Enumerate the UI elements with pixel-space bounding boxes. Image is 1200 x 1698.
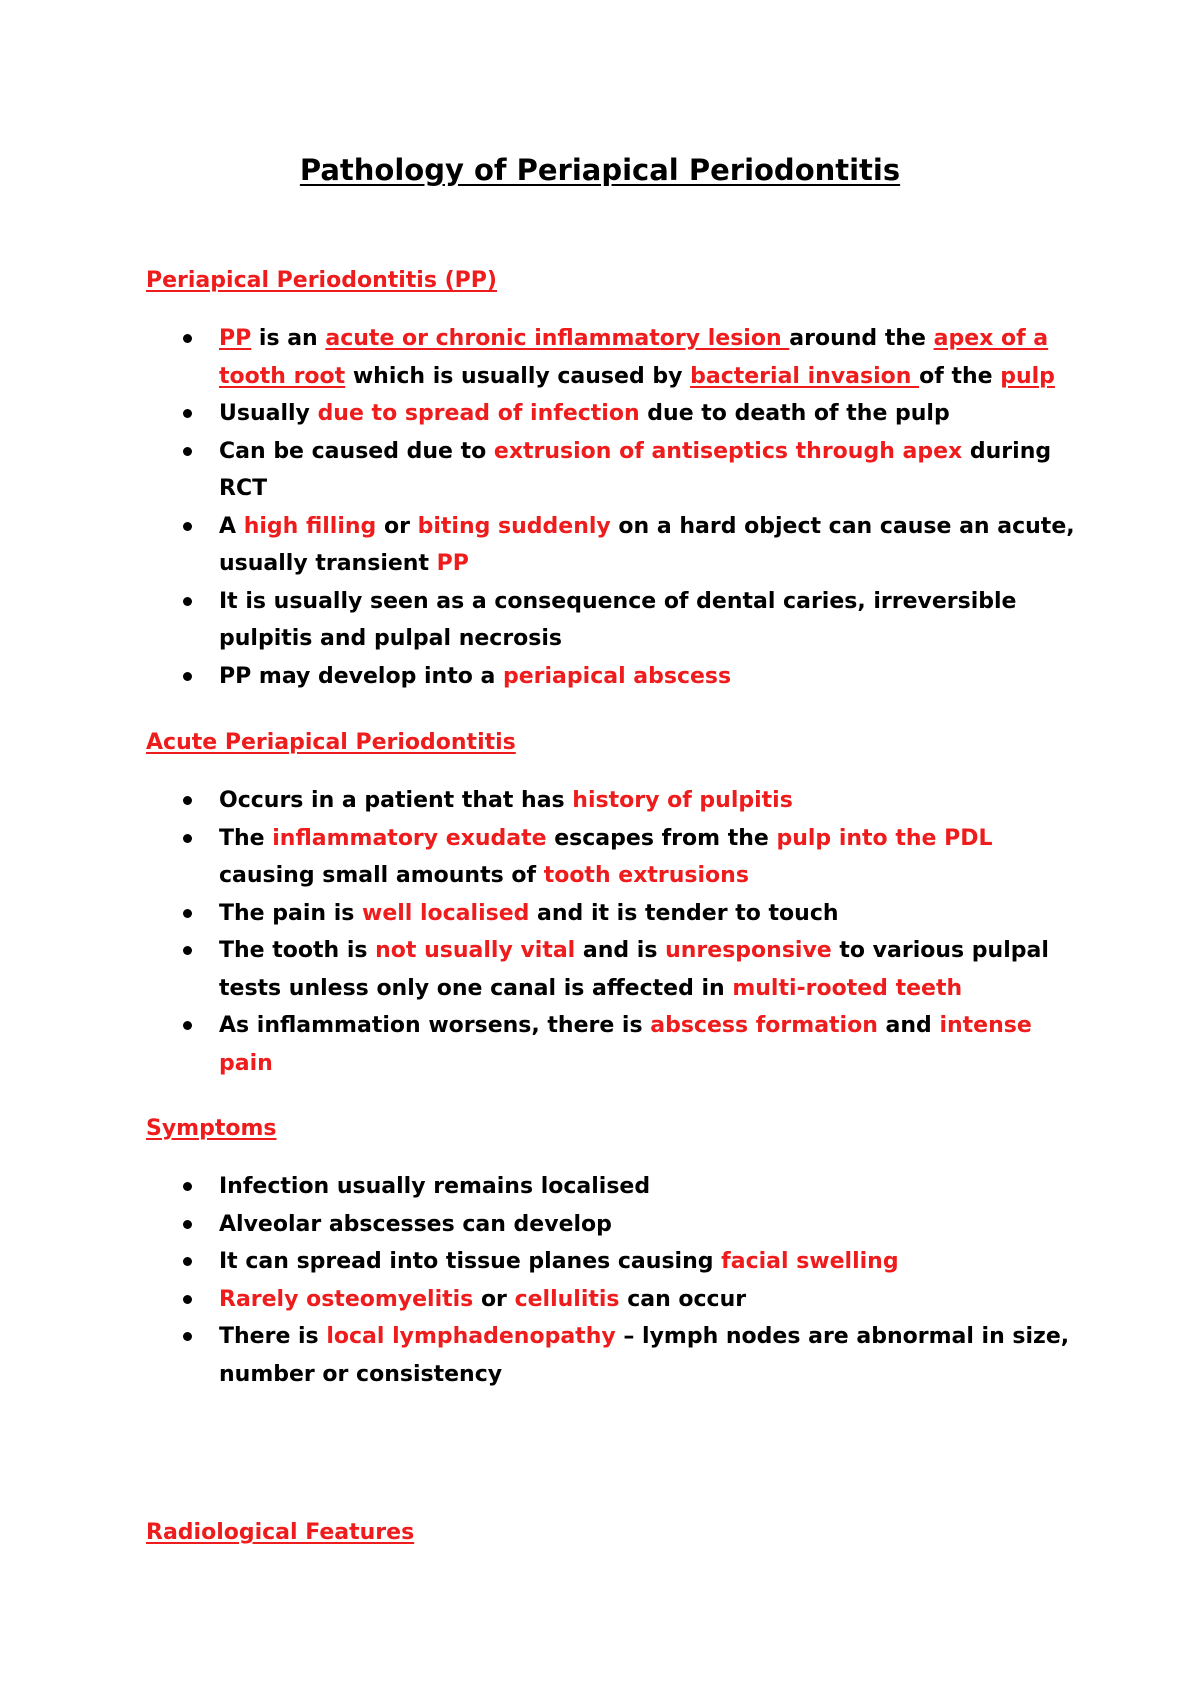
highlighted-text: inflammatory exudate — [272, 825, 547, 851]
bullet-item — [0, 433, 1079, 508]
bullet-list — [0, 782, 1200, 1082]
bullet-item — [0, 508, 1079, 583]
highlighted-text: local lymphadenopathy — [326, 1324, 616, 1349]
highlighted-text: due to spread of infection — [317, 401, 640, 426]
bullet-dot-icon — [183, 1332, 192, 1341]
highlighted-text: well localised — [362, 900, 530, 926]
bullet-dot-icon — [183, 672, 192, 681]
highlighted-text: extrusion of antiseptics through apex — [493, 438, 963, 464]
section-heading: Periapical Periodontitis (PP) — [146, 268, 497, 293]
bullet-item — [0, 1007, 1079, 1082]
highlighted-text: intense pain — [219, 1013, 1032, 1076]
bullet-dot-icon — [183, 447, 192, 456]
bullet-item — [0, 1281, 1079, 1319]
bullet-item — [0, 820, 1079, 895]
bullet-text: Infection usually remains localised — [219, 1174, 651, 1199]
bullet-list — [0, 1168, 1200, 1393]
bullet-item — [0, 583, 1079, 658]
bullet-item — [0, 320, 1079, 395]
bullet-text: and it is tender to touch — [529, 900, 839, 926]
bullet-text: which is usually caused by — [345, 363, 691, 389]
bullet-text: during RCT — [219, 438, 1052, 501]
bullet-item — [0, 1318, 1079, 1393]
bullet-dot-icon — [183, 909, 192, 918]
section-heading: Acute Periapical Periodontitis — [146, 730, 516, 755]
highlighted-text: facial swelling — [721, 1249, 899, 1274]
highlighted-text: acute or chronic inflammatory lesion — [325, 326, 790, 351]
section-heading: Symptoms — [146, 1116, 277, 1141]
highlighted-text: not usually vital — [375, 938, 576, 963]
bullet-text: is an — [251, 326, 326, 351]
bullet-dot-icon — [183, 1182, 192, 1191]
highlighted-text: apex of a tooth root — [219, 326, 1049, 389]
highlighted-text: history of pulpitis — [572, 788, 793, 813]
highlighted-text: unresponsive — [665, 938, 832, 963]
bullet-text: or — [376, 513, 418, 539]
bullet-item — [0, 395, 1079, 433]
bullet-text: Occurs in a patient that has — [219, 788, 573, 813]
bullet-text: As inflammation worsens, there is — [219, 1013, 651, 1038]
bullet-text: and is — [575, 938, 666, 963]
highlighted-text: bacterial invasion — [690, 363, 920, 389]
bullet-text: or — [473, 1286, 515, 1312]
bullet-dot-icon — [183, 796, 192, 805]
bullet-item — [0, 1206, 1079, 1244]
bullet-text: It is usually seen as a consequence of dental caries, irreversible pulpitis and pulpal necrosis — [219, 588, 1017, 651]
bullet-text: of the — [919, 363, 1001, 389]
bullet-item — [0, 1168, 1079, 1206]
bullet-text: and — [877, 1013, 940, 1038]
highlighted-text: tooth extrusions — [543, 863, 749, 888]
highlighted-text: high filling — [243, 513, 377, 539]
highlighted-text: abscess formation — [650, 1013, 878, 1038]
highlighted-text: cellulitis — [514, 1286, 620, 1312]
bullet-text: The pain is — [219, 900, 362, 926]
bullet-text: PP may develop into a — [219, 663, 503, 689]
bullet-text: Alveolar abscesses can develop — [219, 1211, 612, 1237]
highlighted-text: PP — [219, 326, 252, 351]
bullet-list — [0, 320, 1200, 695]
highlighted-text: pulp — [1000, 363, 1055, 389]
bullet-text: due to death of the pulp — [639, 401, 950, 426]
highlighted-text: biting suddenly — [417, 513, 611, 539]
bullet-dot-icon — [183, 1021, 192, 1030]
bullet-text: There is — [219, 1324, 327, 1349]
bullet-dot-icon — [183, 946, 192, 955]
bullet-dot-icon — [183, 1295, 192, 1304]
bullet-text: – lymph nodes are abnormal in size, number or consistency — [219, 1324, 1070, 1387]
bullet-dot-icon — [183, 1220, 192, 1229]
bullet-text: It can spread into tissue planes causing — [219, 1249, 722, 1274]
bullet-dot-icon — [183, 409, 192, 418]
bullet-dot-icon — [183, 834, 192, 843]
bullet-text: The tooth is — [219, 938, 376, 963]
bullet-dot-icon — [183, 522, 192, 531]
bullet-item — [0, 782, 1079, 820]
bullet-text: escapes from the — [546, 825, 777, 851]
bullet-dot-icon — [183, 597, 192, 606]
bullet-item — [0, 932, 1079, 1007]
bullet-text: to various pulpal tests unless only one canal is affected in — [219, 938, 1049, 1001]
bullet-text: around the — [789, 326, 934, 351]
highlighted-text: multi-rooted teeth — [732, 975, 963, 1001]
bullet-item — [0, 895, 1079, 933]
bullet-text: A — [219, 513, 244, 539]
section-heading: Radiological Features — [146, 1520, 415, 1545]
bullet-text: causing small amounts of — [219, 863, 544, 888]
bullet-item — [0, 1243, 1079, 1281]
bullet-text: on a hard object can cause an acute, usually transient — [219, 513, 1075, 576]
bullet-dot-icon — [183, 334, 192, 343]
page-title: Pathology of Periapical Periodontitis — [299, 153, 901, 187]
highlighted-text: pulp into the PDL — [776, 825, 993, 851]
bullet-text: can occur — [619, 1286, 747, 1312]
bullet-text: Can be caused due to — [219, 438, 494, 464]
bullet-item — [0, 658, 1079, 696]
bullet-text: The — [219, 825, 273, 851]
highlighted-text: Rarely osteomyelitis — [219, 1286, 474, 1312]
bullet-text: Usually — [219, 401, 318, 426]
highlighted-text: periapical abscess — [503, 663, 732, 689]
highlighted-text: PP — [436, 551, 469, 576]
bullet-dot-icon — [183, 1257, 192, 1266]
